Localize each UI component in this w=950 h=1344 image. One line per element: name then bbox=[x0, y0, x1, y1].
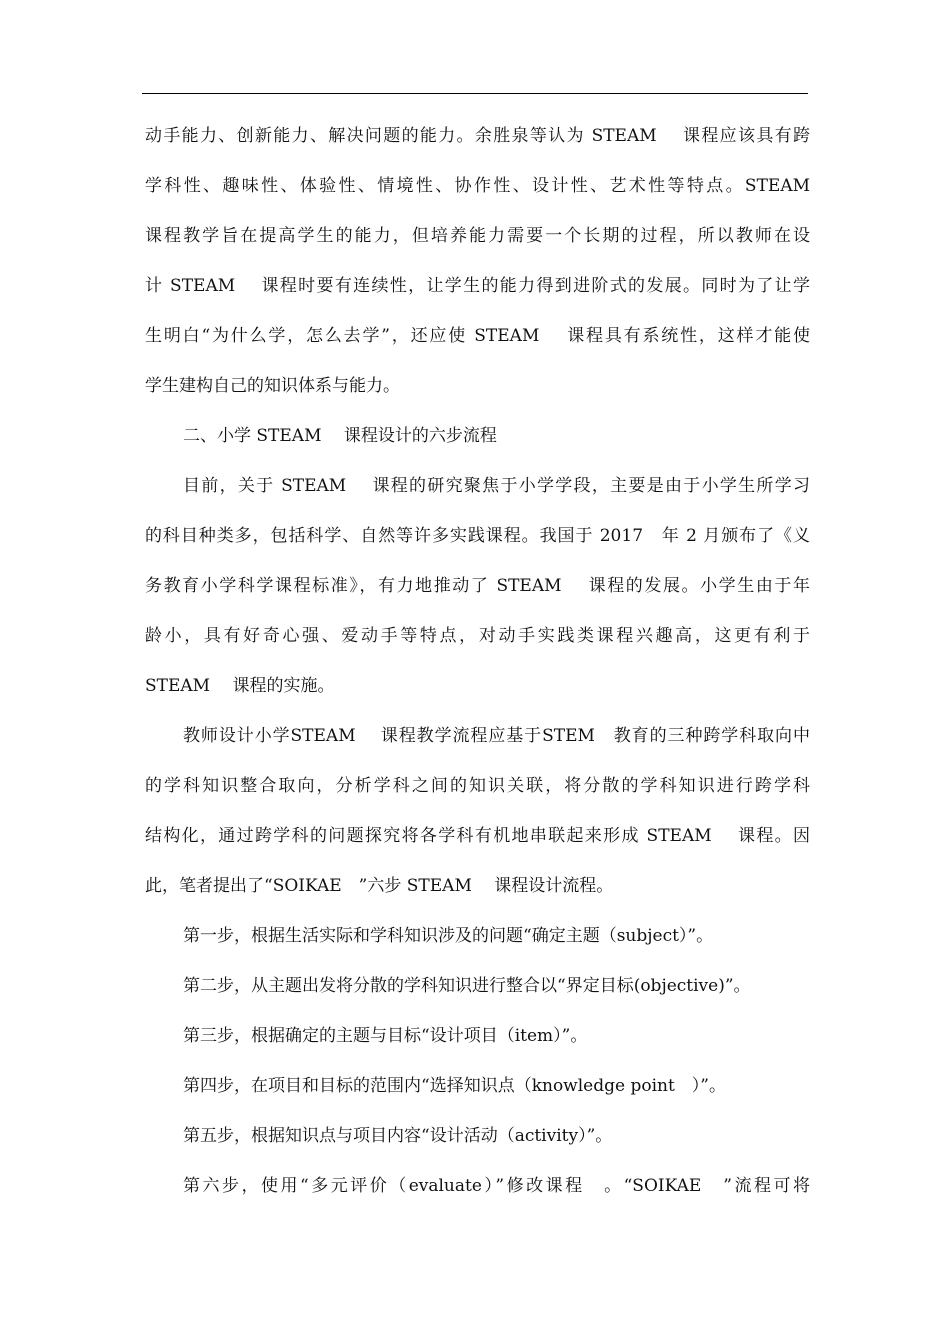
text-line: 动手能力、创新能力、解决问题的能力。余胜泉等认为 STEAM 课程应该具有跨 bbox=[145, 126, 810, 146]
text-line: 第三步，根据确定的主题与目标“设计项目（item）”。 bbox=[183, 1026, 588, 1046]
section-heading-text: 二、小学 STEAM 课程设计的六步流程 bbox=[183, 426, 497, 446]
text-line: 计 STEAM 课程时要有连续性，让学生的能力得到进阶式的发展。同时为了让学 bbox=[145, 276, 810, 296]
text-line: 龄小，具有好奇心强、爱动手等特点，对动手实践类课程兴趣高，这更有利于 bbox=[145, 626, 810, 646]
text-line: 的科目种类多，包括科学、自然等许多实践课程。我国于 2017 年 2 月颁布了《义 bbox=[145, 526, 810, 546]
text-line: STEAM 课程的实施。 bbox=[145, 676, 335, 696]
step-six bbox=[145, 1166, 810, 1216]
text-line: 目前，关于 STEAM 课程的研究聚焦于小学学段，主要是由于小学生所学习 bbox=[183, 476, 810, 496]
step-four bbox=[145, 1066, 810, 1116]
text-line: 第五步，根据知识点与项目内容“设计活动（activity）”。 bbox=[183, 1126, 613, 1146]
paragraph-design-process bbox=[145, 716, 810, 916]
text-line: 课程教学旨在提高学生的能力，但培养能力需要一个长期的过程，所以教师在设 bbox=[145, 226, 810, 246]
text-line: 第四步，在项目和目标的范围内“选择知识点（knowledge point ）”。 bbox=[183, 1076, 726, 1096]
text-line: 的学科知识整合取向，分析学科之间的知识关联，将分散的学科知识进行跨学科 bbox=[145, 776, 810, 796]
step-five bbox=[145, 1116, 810, 1166]
text-line: 第二步，从主题出发将分散的学科知识进行整合以“界定目标(objective)”。 bbox=[183, 976, 751, 996]
step-one bbox=[145, 916, 810, 966]
text-line: 教师设计小学STEAM 课程教学流程应基于STEM 教育的三种跨学科取向中 bbox=[183, 726, 810, 746]
text-line: 此，笔者提出了“SOIKAE ”六步 STEAM 课程设计流程。 bbox=[145, 876, 614, 896]
paragraph-steam-features bbox=[145, 116, 810, 416]
paragraph-primary-school bbox=[145, 466, 810, 716]
step-three bbox=[145, 1016, 810, 1066]
text-line: 学生建构自己的知识体系与能力。 bbox=[145, 376, 400, 396]
text-line: 学科性、趣味性、体验性、情境性、协作性、设计性、艺术性等特点。STEAM bbox=[145, 176, 810, 196]
text-line: 第一步，根据生活实际和学科知识涉及的问题“确定主题（subject）”。 bbox=[183, 926, 714, 946]
text-line: 务教育小学科学课程标准》，有力地推动了 STEAM 课程的发展。小学生由于年 bbox=[145, 576, 810, 596]
section-heading bbox=[145, 416, 810, 466]
header-rule bbox=[142, 93, 808, 94]
step-two bbox=[145, 966, 810, 1016]
text-line: 结构化，通过跨学科的问题探究将各学科有机地串联起来形成 STEAM 课程。因 bbox=[145, 826, 810, 846]
text-line: 第六步，使用“多元评价（evaluate）”修改课程 。“SOIKAE ”流程可将 bbox=[183, 1176, 810, 1196]
document-body bbox=[145, 116, 810, 1216]
text-line: 生明白“为什么学，怎么去学”，还应使 STEAM 课程具有系统性，这样才能使 bbox=[145, 326, 810, 346]
